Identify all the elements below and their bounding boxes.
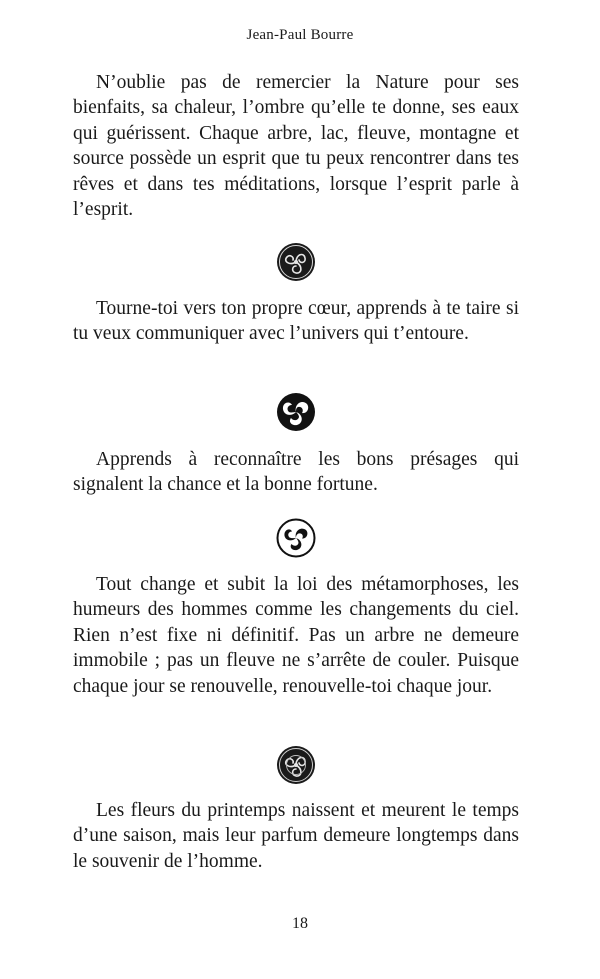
paragraph-fleurs: Les fleurs du printemps naissent et meurent le temps d’une saison, mais leur parfum demeure longtemps dans le souvenir de l’homme.	[73, 800, 519, 872]
running-head-author: Jean-Paul Bourre	[246, 27, 354, 43]
paragraph-metamorphoses: Tout change et subit la loi des métamorphoses, les humeurs des hommes comme les changements du ciel. Rien n’est fixe ni définitif. Pas un arbre ne demeure immobile ; pas un fleuve ne s’arrête de couler. Puisque chaque jour se renouvelle, renouvelle-toi chaque jour.	[73, 574, 519, 697]
triskelion-knot-icon	[276, 745, 316, 785]
paragraph-nature: N’oublie pas de remercier la Nature pour ses bienfaits, sa chaleur, l’ombre qu’elle te donne, ses eaux qui guérissent. Chaque arbre, lac, fleuve, montagne et source possède un esprit que tu peux rencontrer dans tes rêves et dans tes méditations, lorsque l’esprit parle à l’esprit.	[73, 72, 519, 221]
triskelion-solid-icon	[276, 392, 316, 432]
triskelion-outline-icon	[276, 518, 316, 558]
paragraph-coeur: Tourne-toi vers ton propre cœur, apprends à te taire si tu veux communiquer avec l’univers qui t’entoure.	[73, 298, 519, 345]
triskelion-knot-icon	[276, 242, 316, 282]
page-number: 18	[292, 915, 308, 932]
paragraph-presages: Apprends à reconnaître les bons présages qui signalent la chance et la bonne fortune.	[73, 449, 519, 496]
